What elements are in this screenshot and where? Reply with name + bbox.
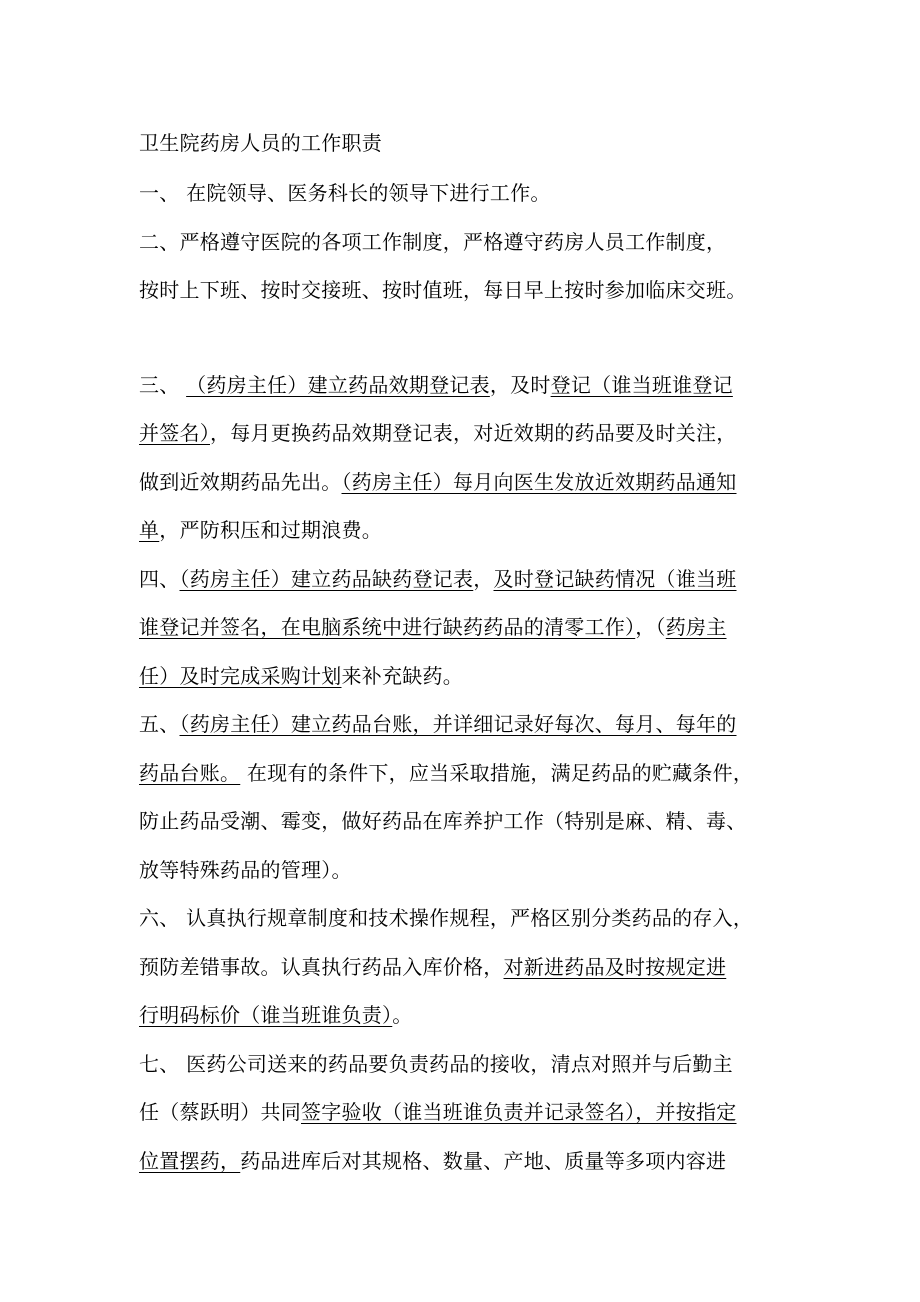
underlined-text: 登记（谁当班谁登记 xyxy=(550,372,733,397)
document-line xyxy=(139,749,789,798)
document-line xyxy=(139,700,789,749)
document-line xyxy=(139,991,789,1040)
underlined-text: 药房主 xyxy=(665,615,727,639)
document-line xyxy=(139,1137,789,1186)
document-title: 卫生院药房人员的工作职责 xyxy=(139,131,382,155)
text-run: ，（ xyxy=(635,615,666,639)
text-run: 。 xyxy=(392,1003,413,1027)
text-run: 一、 在院领导、医务科长的领导下进行工作。 xyxy=(139,181,551,205)
underlined-text: 签字验收（谁当班谁负责并记录签名），并按指定 xyxy=(301,1100,737,1124)
document-line xyxy=(139,797,789,846)
text-run: ， xyxy=(473,566,494,591)
text-run: 按时上下班、按时交接班、按时值班，每日早上按时参加临床交班。 xyxy=(139,278,747,302)
underlined-text: （药房主任）每月向医生发放近效期药品通知 xyxy=(341,469,737,494)
underlined-text: （药房主任）建立药品台账，并详细记录好每次、每月、每年的 xyxy=(179,712,737,736)
underlined-text: 药品台账。 xyxy=(139,760,241,785)
text-run: 做到近效期药品先出。 xyxy=(139,469,342,494)
underlined-text: （药房主任）建立药品效期登记表 xyxy=(186,372,490,397)
underlined-text: 及时登记缺药情况（谁当班 xyxy=(493,566,737,591)
paragraph-gap xyxy=(139,315,789,361)
underlined-text: 谁登记并签名，在电脑系统中进行缺药药品的清零工作） xyxy=(139,615,636,639)
text-run: 药品进库后对其规格、数量、产地、质量等多项内容进 xyxy=(240,1148,727,1173)
document-line xyxy=(139,555,789,604)
document-line xyxy=(139,361,789,410)
underlined-text: 任）及时完成采购计划 xyxy=(139,663,342,688)
document-line xyxy=(139,1040,789,1089)
document-line xyxy=(139,894,789,943)
document-line xyxy=(139,458,789,507)
document-line xyxy=(139,218,789,267)
text-run: 放等特殊药品的管理）。 xyxy=(139,857,352,882)
underlined-text: 行明码标价（谁当班谁负责） xyxy=(139,1003,393,1027)
underlined-text: （药房主任）建立药品缺药登记表 xyxy=(179,566,474,591)
document-line xyxy=(139,846,789,895)
underlined-text: 对新进药品及时按规定进 xyxy=(503,954,727,979)
text-run: 四、 xyxy=(139,566,180,591)
text-run: 六、 认真执行规章制度和技术操作规程，严格区别分类药品的存入， xyxy=(139,906,754,930)
text-run: 防止药品受潮、霉变，做好药品在库养护工作（特别是麻、精、毒、 xyxy=(139,809,747,833)
text-run: 五、 xyxy=(139,712,180,736)
text-run: 三、 xyxy=(139,372,187,397)
document-body xyxy=(139,118,789,1185)
text-run: 在现有的条件下，应当采取措施，满足药品的贮藏条件， xyxy=(240,760,754,785)
underlined-text: 单 xyxy=(139,518,160,542)
underlined-text: 并签名） xyxy=(139,421,210,445)
text-run: 任（蔡跃明）共同 xyxy=(139,1100,301,1124)
document-line xyxy=(139,506,789,555)
document-line xyxy=(139,169,789,218)
text-run: ，每月更换药品效期登记表，对近效期的药品要及时关注， xyxy=(210,421,737,445)
document-line xyxy=(139,603,789,652)
document-line xyxy=(139,652,789,701)
document-line xyxy=(139,943,789,992)
underlined-text: 位置摆药， xyxy=(139,1148,241,1173)
text-run: ，及时 xyxy=(489,372,551,397)
text-run: ，严防积压和过期浪费。 xyxy=(159,518,382,542)
text-run: 来补充缺药。 xyxy=(341,663,463,688)
document-lines xyxy=(139,169,789,1185)
document-line xyxy=(139,266,789,315)
document-line xyxy=(139,409,789,458)
text-run: 七、 医药公司送来的药品要负责药品的接收，清点对照并与后勤主 xyxy=(139,1051,733,1076)
document-line xyxy=(139,1088,789,1137)
text-run: 预防差错事故。认真执行药品入库价格， xyxy=(139,954,504,979)
text-run: 二、严格遵守医院的各项工作制度，严格遵守药房人员工作制度， xyxy=(139,229,727,254)
